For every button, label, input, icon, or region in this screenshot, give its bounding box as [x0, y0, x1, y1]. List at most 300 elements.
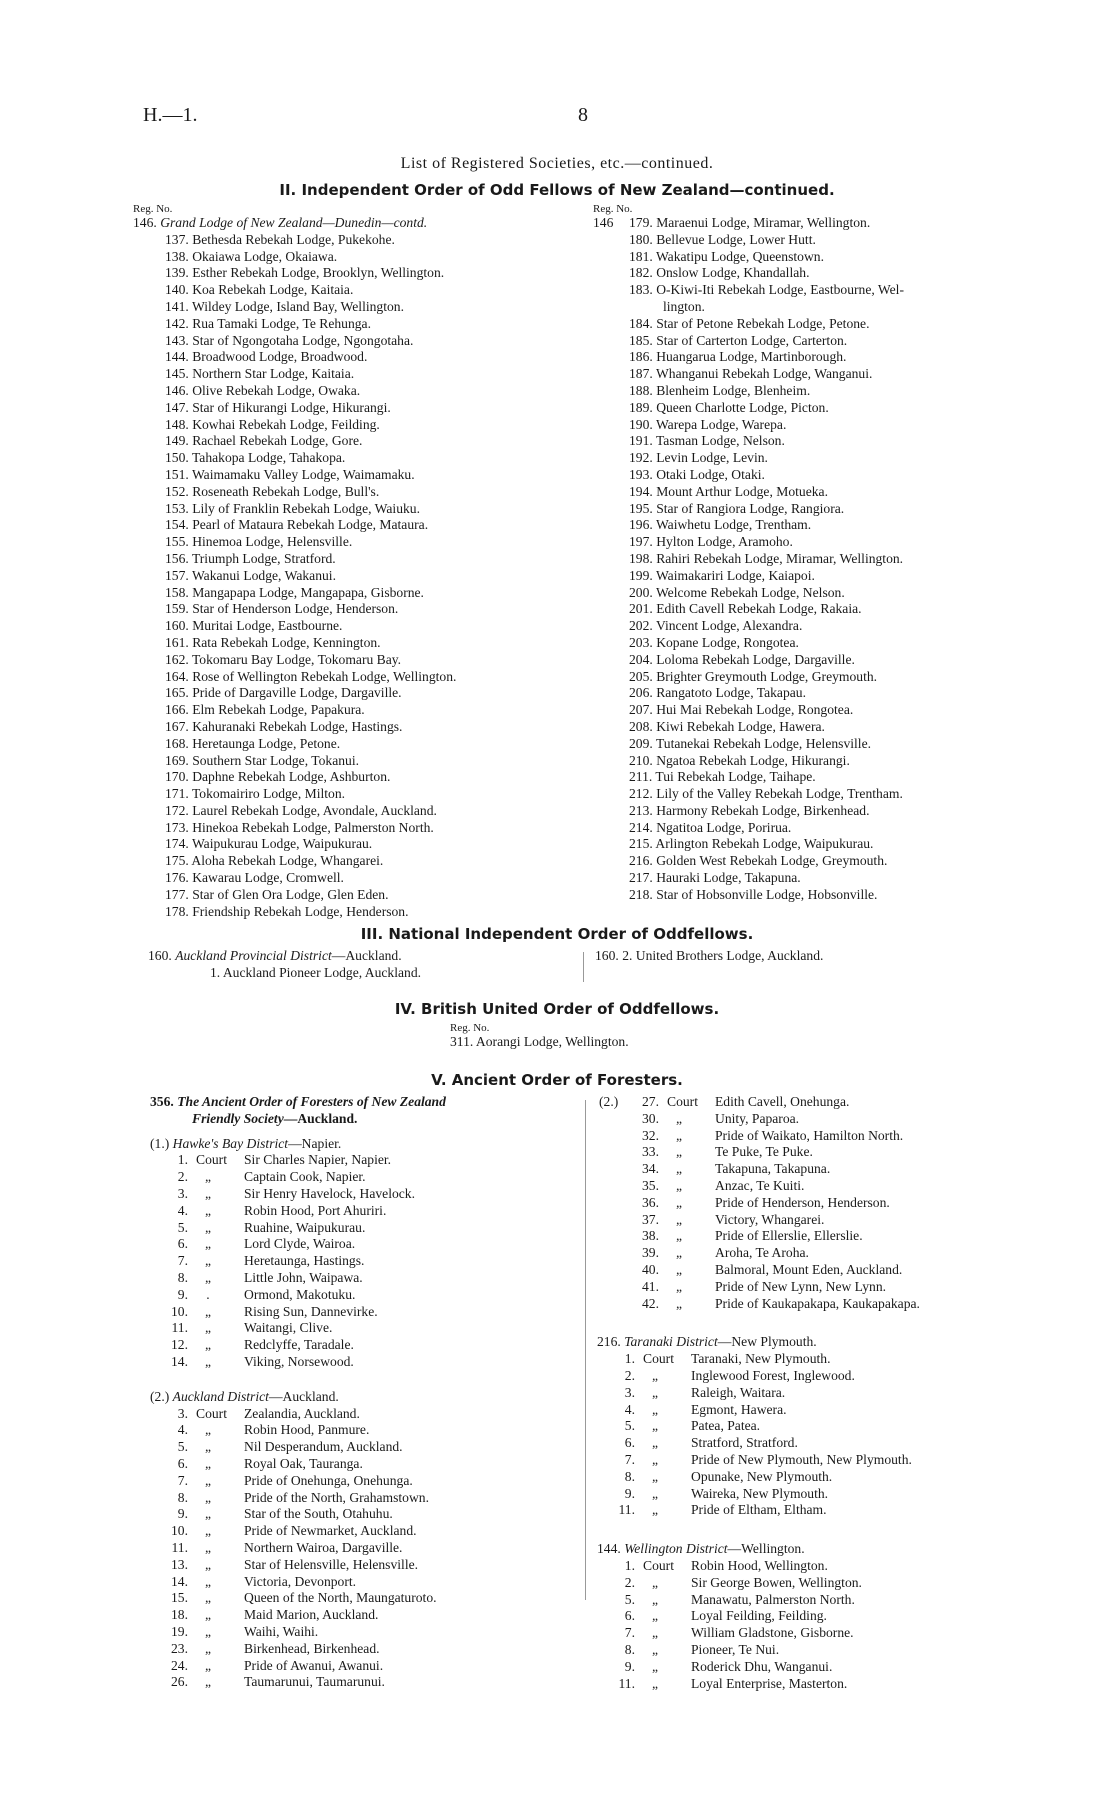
lodge-item: 200. Welcome Rebekah Lodge, Nelson. [629, 584, 845, 600]
court-number: 7. [177, 1253, 188, 1269]
lodge-item: 201. Edith Cavell Rebekah Lodge, Rakaia. [629, 601, 862, 617]
ditto-mark: „ [204, 1422, 212, 1438]
spacer [667, 1402, 691, 1419]
reg-no-label-right: Reg. No. [593, 203, 633, 215]
section-2-left-column [133, 203, 456, 920]
court-number: 27. [642, 1094, 659, 1109]
court-entry [150, 1320, 446, 1337]
court-number: 7. [624, 1625, 635, 1641]
court-number: 13. [171, 1556, 188, 1572]
court-number: 7. [177, 1472, 188, 1488]
spacer [220, 1203, 244, 1220]
section-5-title: V. Ancient Order of Foresters. [431, 1071, 683, 1089]
court-entry [597, 1402, 920, 1419]
spacer [220, 1523, 244, 1540]
district-place: —Napier. [288, 1135, 342, 1151]
lodge-item: 174. Waipukurau Lodge, Waipukurau. [165, 836, 373, 852]
court-entry [150, 1658, 446, 1675]
court-entry [621, 1161, 920, 1178]
ditto-mark: „ [651, 1435, 659, 1451]
district-name: Auckland District [172, 1388, 269, 1404]
lodge-item: 194. Mount Arthur Lodge, Motueka. [629, 483, 828, 499]
court-number: 14. [171, 1353, 188, 1369]
court-number: 4. [177, 1202, 188, 1218]
lodge-item: 203. Kopane Lodge, Rongotea. [629, 634, 799, 650]
lodge-item: 187. Whanganui Rebekah Lodge, Wanganui. [629, 366, 873, 382]
ditto-mark: „ [651, 1641, 659, 1657]
spacer [220, 1658, 244, 1675]
court-entry [150, 1203, 446, 1220]
lodge-item: 208. Kiwi Rebekah Lodge, Hawera. [629, 718, 825, 734]
court-entry [597, 1642, 920, 1659]
spacer [667, 1502, 691, 1519]
court-name: Manawatu, Palmerston North. [691, 1591, 855, 1607]
ditto-mark: „ [204, 1269, 212, 1285]
lodge-item: 160. Muritai Lodge, Eastbourne. [165, 618, 343, 634]
lodge-item: 157. Wakanui Lodge, Wakanui. [165, 567, 336, 583]
taranaki-district [597, 1334, 920, 1519]
court-number: 8. [177, 1489, 188, 1505]
court-number: 40. [642, 1261, 659, 1277]
section-4-title: IV. British United Order of Oddfellows. [394, 1000, 720, 1018]
lodge-item: 169. Southern Star Lodge, Tokanui. [165, 752, 359, 768]
court-entry [150, 1624, 446, 1641]
lodge-item: 162. Tokomaru Bay Lodge, Tokomaru Bay. [165, 651, 402, 667]
ditto-mark: „ [204, 1202, 212, 1218]
reg-no-label: Reg. No. [133, 203, 173, 215]
district-label: (2.) [599, 1094, 619, 1109]
lodge-item: 191. Tasman Lodge, Nelson. [629, 433, 785, 449]
court-name: Pride of New Lynn, New Lynn. [715, 1278, 887, 1294]
court-number: 39. [642, 1245, 659, 1261]
lodge-item: 218. Star of Hobsonville Lodge, Hobsonville. [629, 886, 878, 902]
lodge-item: 214. Ngatitoa Lodge, Porirua. [629, 819, 792, 835]
lodge-item: 217. Hauraki Lodge, Takapuna. [629, 870, 801, 886]
lodge-item: 202. Vincent Lodge, Alexandra. [629, 618, 803, 634]
lodge-item: 165. Pride of Dargaville Lodge, Dargaville. [165, 685, 402, 701]
society-line2: Friendly Society [192, 1110, 284, 1126]
spacer [220, 1422, 244, 1439]
court-entry [621, 1111, 920, 1128]
lodge-item: 146. Olive Rebekah Lodge, Owaka. [165, 382, 361, 398]
court-name: Ruahine, Waipukurau. [244, 1219, 366, 1235]
court-number: 5. [624, 1591, 635, 1607]
court-name: Zealandia, Auckland. [244, 1405, 360, 1421]
lodge-item: 212. Lily of the Valley Rebekah Lodge, Trentham. [629, 786, 903, 802]
lodge-item: 199. Waimakariri Lodge, Kaiapoi. [629, 567, 815, 583]
court-number: 9. [177, 1286, 188, 1302]
court-name: Robin Hood, Panmure. [244, 1422, 370, 1438]
court-number: 38. [642, 1228, 659, 1244]
ditto-mark: „ [675, 1144, 683, 1160]
court-entry [597, 1418, 920, 1435]
lodge-item: 161. Rata Rebekah Lodge, Kennington. [165, 634, 381, 650]
ditto-mark: „ [675, 1110, 683, 1126]
court-number: 10. [171, 1523, 188, 1539]
ditto-mark: „ [675, 1177, 683, 1193]
lodge-item: 205. Brighter Greymouth Lodge, Greymouth. [629, 668, 878, 684]
spacer [691, 1245, 715, 1262]
court-entry [621, 1128, 920, 1145]
court-number: 15. [171, 1590, 188, 1606]
ditto-mark: . [206, 1286, 210, 1302]
spacer [220, 1236, 244, 1253]
spacer [691, 1228, 715, 1245]
court-name: Lord Clyde, Wairoa. [244, 1236, 356, 1252]
section-4-item: 311. Aorangi Lodge, Wellington. [450, 1034, 629, 1049]
auckland-district-heading [150, 1389, 446, 1406]
court-entry [597, 1592, 920, 1609]
court-name: Queen of the North, Maungaturoto. [244, 1590, 437, 1606]
column-rule [583, 952, 584, 982]
court-entry [621, 1195, 920, 1212]
ditto-mark: „ [204, 1253, 212, 1269]
court-entry [597, 1502, 920, 1519]
lodge-item: 184. Star of Petone Rebekah Lodge, Petone. [629, 315, 870, 331]
district-place: —Auckland. [268, 1388, 339, 1404]
court-entry [150, 1220, 446, 1237]
court-name: Stratford, Stratford. [691, 1435, 798, 1451]
hawkes-bay-district [150, 1136, 446, 1371]
court-entry [597, 1351, 920, 1368]
court-number: 30. [642, 1110, 659, 1126]
provincial-district-num: 160. [148, 948, 172, 963]
lodge-item: lington. [663, 298, 705, 314]
lodge-item: 152. Roseneath Rebekah Lodge, Bull's. [165, 483, 380, 499]
court-word: Court [667, 1094, 698, 1109]
taranaki-district-heading [597, 1334, 920, 1351]
court-name: Pride of Onehunga, Onehunga. [244, 1472, 413, 1488]
court-entry [150, 1304, 446, 1321]
section-5-right-column [597, 1094, 920, 1692]
ditto-mark: „ [651, 1451, 659, 1467]
lodge-item: 147. Star of Hikurangi Lodge, Hikurangi. [165, 399, 391, 415]
court-name: Royal Oak, Tauranga. [244, 1455, 363, 1471]
section-3-left [148, 948, 421, 982]
ditto-mark: „ [651, 1574, 659, 1590]
lodge-item: 185. Star of Carterton Lodge, Carterton. [629, 332, 848, 348]
court-name: Nil Desperandum, Auckland. [244, 1439, 403, 1455]
spacer [691, 1111, 715, 1128]
ditto-mark: „ [675, 1161, 683, 1177]
lodge-item: 171. Tokomairiro Lodge, Milton. [165, 786, 346, 802]
court-number: 3. [177, 1185, 188, 1201]
court-number: 2. [177, 1169, 188, 1185]
court-entry [621, 1212, 920, 1229]
court-entry [150, 1506, 446, 1523]
court-entry [597, 1558, 920, 1575]
court-entry [599, 1094, 920, 1111]
ditto-mark: „ [204, 1640, 212, 1656]
court-entry [150, 1674, 446, 1691]
court-entry [597, 1575, 920, 1592]
provincial-district-name: Auckland Provincial District [175, 948, 332, 963]
spacer [667, 1418, 691, 1435]
court-number: 5. [177, 1439, 188, 1455]
court-name: Star of the South, Otahuhu. [244, 1506, 393, 1522]
court-entry [150, 1152, 446, 1169]
spacer [220, 1590, 244, 1607]
court-entry [150, 1473, 446, 1490]
spacer [667, 1435, 691, 1452]
court-number: 11. [618, 1675, 635, 1691]
spacer [691, 1178, 715, 1195]
court-name: Loyal Feilding, Feilding. [691, 1608, 827, 1624]
court-number: 14. [171, 1573, 188, 1589]
court-number: 9. [177, 1506, 188, 1522]
ditto-mark: „ [204, 1674, 212, 1690]
spacer [667, 1608, 691, 1625]
court-number: 11. [171, 1539, 188, 1555]
court-number: 1. [624, 1557, 635, 1573]
court-name: Pioneer, Te Nui. [691, 1641, 780, 1657]
court-entry [597, 1625, 920, 1642]
court-entry [621, 1178, 920, 1195]
spacer [220, 1456, 244, 1473]
spacer [220, 1506, 244, 1523]
spacer [220, 1220, 244, 1237]
spacer [691, 1128, 715, 1145]
court-entry [150, 1253, 446, 1270]
spacer [220, 1624, 244, 1641]
court-entry [150, 1422, 446, 1439]
court-entry [150, 1641, 446, 1658]
court-number: 5. [624, 1418, 635, 1434]
ditto-mark: „ [651, 1625, 659, 1641]
lodge-item: 209. Tutanekai Rebekah Lodge, Helensville. [629, 735, 871, 751]
spacer [220, 1270, 244, 1287]
spacer [220, 1473, 244, 1490]
court-number: 11. [171, 1320, 188, 1336]
grand-lodge-ref: 146 [593, 215, 614, 230]
lodge-item: 159. Star of Henderson Lodge, Henderson. [165, 601, 399, 617]
ditto-mark: „ [204, 1439, 212, 1455]
lodge-item: 186. Huangarua Lodge, Martinborough. [629, 349, 847, 365]
ditto-mark: „ [204, 1169, 212, 1185]
spacer [691, 1144, 715, 1161]
spacer [220, 1169, 244, 1186]
spacer [691, 1262, 715, 1279]
ditto-mark: „ [651, 1384, 659, 1400]
court-number: 12. [171, 1337, 188, 1353]
court-name: Little John, Waipawa. [244, 1269, 363, 1285]
lodge-item: 140. Koa Rebekah Lodge, Kaitaia. [165, 282, 354, 298]
court-name: Pride of Waikato, Hamilton North. [715, 1127, 904, 1143]
court-number: 6. [177, 1455, 188, 1471]
ditto-mark: „ [204, 1556, 212, 1572]
court-name: Pride of Awanui, Awanui. [244, 1657, 384, 1673]
court-entry [621, 1245, 920, 1262]
lodge-item: 190. Warepa Lodge, Warepa. [629, 416, 787, 432]
court-name: Balmoral, Mount Eden, Auckland. [715, 1261, 903, 1277]
court-number: 3. [624, 1384, 635, 1400]
court-name: Sir George Bowen, Wellington. [691, 1574, 862, 1590]
court-name: Redclyffe, Taradale. [244, 1337, 354, 1353]
court-name: William Gladstone, Gisborne. [691, 1625, 854, 1641]
lodge-item: 196. Waiwhetu Lodge, Trentham. [629, 517, 812, 533]
spacer [691, 1212, 715, 1229]
section-4-body [450, 1022, 629, 1051]
list-title: List of Registered Societies, etc.—continued. [400, 155, 714, 172]
court-number: 41. [642, 1278, 659, 1294]
court-name: Victory, Whangarei. [715, 1211, 825, 1227]
court-name: Taranaki, New Plymouth. [691, 1351, 831, 1367]
society-num: 356. [150, 1094, 174, 1109]
lodge-item: 182. Onslow Lodge, Khandallah. [629, 265, 810, 281]
court-name: Pride of Ellerslie, Ellerslie. [715, 1228, 863, 1244]
lodge-item: 154. Pearl of Mataura Rebekah Lodge, Mataura. [165, 517, 429, 533]
court-number: 37. [642, 1211, 659, 1227]
lodge-item: 180. Bellevue Lodge, Lower Hutt. [629, 231, 816, 247]
court-entry [597, 1486, 920, 1503]
court-number: 8. [177, 1269, 188, 1285]
ditto-mark: „ [651, 1468, 659, 1484]
ditto-mark: „ [204, 1303, 212, 1319]
court-number: 4. [624, 1401, 635, 1417]
ditto-mark: „ [651, 1591, 659, 1607]
district-place: —Wellington. [727, 1541, 805, 1557]
court-number: 10. [171, 1303, 188, 1319]
court-name: Pride of Kaukapakapa, Kaukapakapa. [715, 1295, 920, 1311]
ditto-mark: „ [204, 1337, 212, 1353]
court-word: Court [643, 1351, 674, 1367]
lodge-item: 145. Northern Star Lodge, Kaitaia. [165, 366, 355, 382]
court-entry [597, 1452, 920, 1469]
spacer [220, 1354, 244, 1371]
court-entry [150, 1439, 446, 1456]
court-number: 18. [171, 1607, 188, 1623]
ditto-mark: „ [204, 1219, 212, 1235]
spacer [220, 1287, 244, 1304]
court-name: Viking, Norsewood. [244, 1353, 354, 1369]
court-entry [150, 1287, 446, 1304]
ditto-mark: „ [675, 1194, 683, 1210]
court-name: Ormond, Makotuku. [244, 1286, 356, 1302]
lodge-item: 178. Friendship Rebekah Lodge, Henderson. [165, 903, 409, 919]
section-2-left-list [133, 232, 456, 921]
ditto-mark: „ [204, 1523, 212, 1539]
lodge-item: 206. Rangatoto Lodge, Takapau. [629, 685, 806, 701]
spacer [667, 1452, 691, 1469]
court-entry [597, 1608, 920, 1625]
lodge-item: 193. Otaki Lodge, Otaki. [629, 466, 765, 482]
society-line1: The Ancient Order of Foresters of New Zealand [177, 1094, 446, 1109]
ditto-mark: „ [675, 1211, 683, 1227]
court-entry [150, 1590, 446, 1607]
court-entry [597, 1385, 920, 1402]
lodge-item: 170. Daphne Rebekah Lodge, Ashburton. [165, 769, 391, 785]
spacer [220, 1674, 244, 1691]
court-number: 4. [177, 1422, 188, 1438]
court-number: 2. [624, 1367, 635, 1383]
ditto-mark: „ [204, 1590, 212, 1606]
court-name: Anzac, Te Kuiti. [715, 1177, 805, 1193]
ditto-mark: „ [204, 1506, 212, 1522]
section-2-right-list [629, 215, 904, 904]
lodge-item: 207. Hui Mai Rebekah Lodge, Rongotea. [629, 702, 854, 718]
ditto-mark: „ [651, 1675, 659, 1691]
ditto-mark: „ [675, 1261, 683, 1277]
court-name: Egmont, Hawera. [691, 1401, 787, 1417]
ditto-mark: „ [204, 1320, 212, 1336]
lodge-item: 156. Triumph Lodge, Stratford. [165, 550, 336, 566]
court-entry [150, 1337, 446, 1354]
grand-lodge-heading [133, 215, 456, 232]
lodge-item: 211. Tui Rebekah Lodge, Taihape. [629, 769, 816, 785]
district-label: (1.) [150, 1135, 170, 1151]
spacer [220, 1439, 244, 1456]
section-2-right-column [593, 203, 904, 904]
lodge-item: 175. Aloha Rebekah Lodge, Whangarei. [165, 853, 384, 869]
spacer [220, 1490, 244, 1507]
ditto-mark: „ [651, 1485, 659, 1501]
column-rule-2 [585, 1100, 586, 1600]
lodge-item: 149. Rachael Rebekah Lodge, Gore. [165, 433, 363, 449]
district-name: Taranaki District [624, 1334, 718, 1350]
court-name: Te Puke, Te Puke. [715, 1144, 813, 1160]
court-name: Patea, Patea. [691, 1418, 761, 1434]
spacer [691, 1161, 715, 1178]
lodge-item: 215. Arlington Rebekah Lodge, Waipukurau. [629, 836, 874, 852]
auckland-district [150, 1389, 446, 1691]
court-number: 34. [642, 1161, 659, 1177]
lodge-item: 213. Harmony Rebekah Lodge, Birkenhead. [629, 802, 870, 818]
court-number: 7. [624, 1451, 635, 1467]
court-number: 1. [624, 1351, 635, 1367]
section-2-title: II. Independent Order of Odd Fellows of New Zealand—continued. [279, 181, 835, 199]
court-name: Birkenhead, Birkenhead. [244, 1640, 380, 1656]
court-number: 35. [642, 1177, 659, 1193]
court-entry [150, 1574, 446, 1591]
spacer [667, 1625, 691, 1642]
court-entry [150, 1456, 446, 1473]
district-place: —New Plymouth. [717, 1334, 817, 1350]
court-name: Pride of the North, Grahamstown. [244, 1489, 429, 1505]
lodge-item: 151. Waimamaku Valley Lodge, Waimamaku. [165, 466, 415, 482]
spacer [667, 1676, 691, 1693]
court-name: Waireka, New Plymouth. [691, 1485, 829, 1501]
court-number: 6. [624, 1608, 635, 1624]
ditto-mark: „ [204, 1573, 212, 1589]
lodge-item: 177. Star of Glen Ora Lodge, Glen Eden. [165, 886, 389, 902]
court-name: Unity, Paparoa. [715, 1110, 800, 1126]
spacer [667, 1592, 691, 1609]
ditto-mark: „ [204, 1607, 212, 1623]
wellington-district-heading [597, 1541, 920, 1558]
ditto-mark: „ [204, 1489, 212, 1505]
court-entry [621, 1262, 920, 1279]
lodge-item: 150. Tahakopa Lodge, Tahakopa. [165, 450, 346, 466]
ditto-mark: „ [204, 1185, 212, 1201]
spacer [220, 1557, 244, 1574]
court-entry [150, 1169, 446, 1186]
grand-lodge-num: 146. [133, 215, 157, 230]
court-number: 3. [177, 1405, 188, 1421]
ditto-mark: „ [651, 1608, 659, 1624]
ditto-mark: „ [204, 1236, 212, 1252]
spacer [691, 1296, 715, 1313]
court-name: Star of Helensville, Helensville. [244, 1556, 419, 1572]
court-entry [597, 1469, 920, 1486]
court-entry [150, 1270, 446, 1287]
ditto-mark: „ [204, 1539, 212, 1555]
court-name: Edith Cavell, Onehunga. [715, 1094, 850, 1109]
court-number: 24. [171, 1657, 188, 1673]
ditto-mark: „ [651, 1401, 659, 1417]
ditto-mark: „ [651, 1367, 659, 1383]
lodge-item: 198. Rahiri Rebekah Lodge, Miramar, Wellington. [629, 550, 904, 566]
spacer [667, 1575, 691, 1592]
